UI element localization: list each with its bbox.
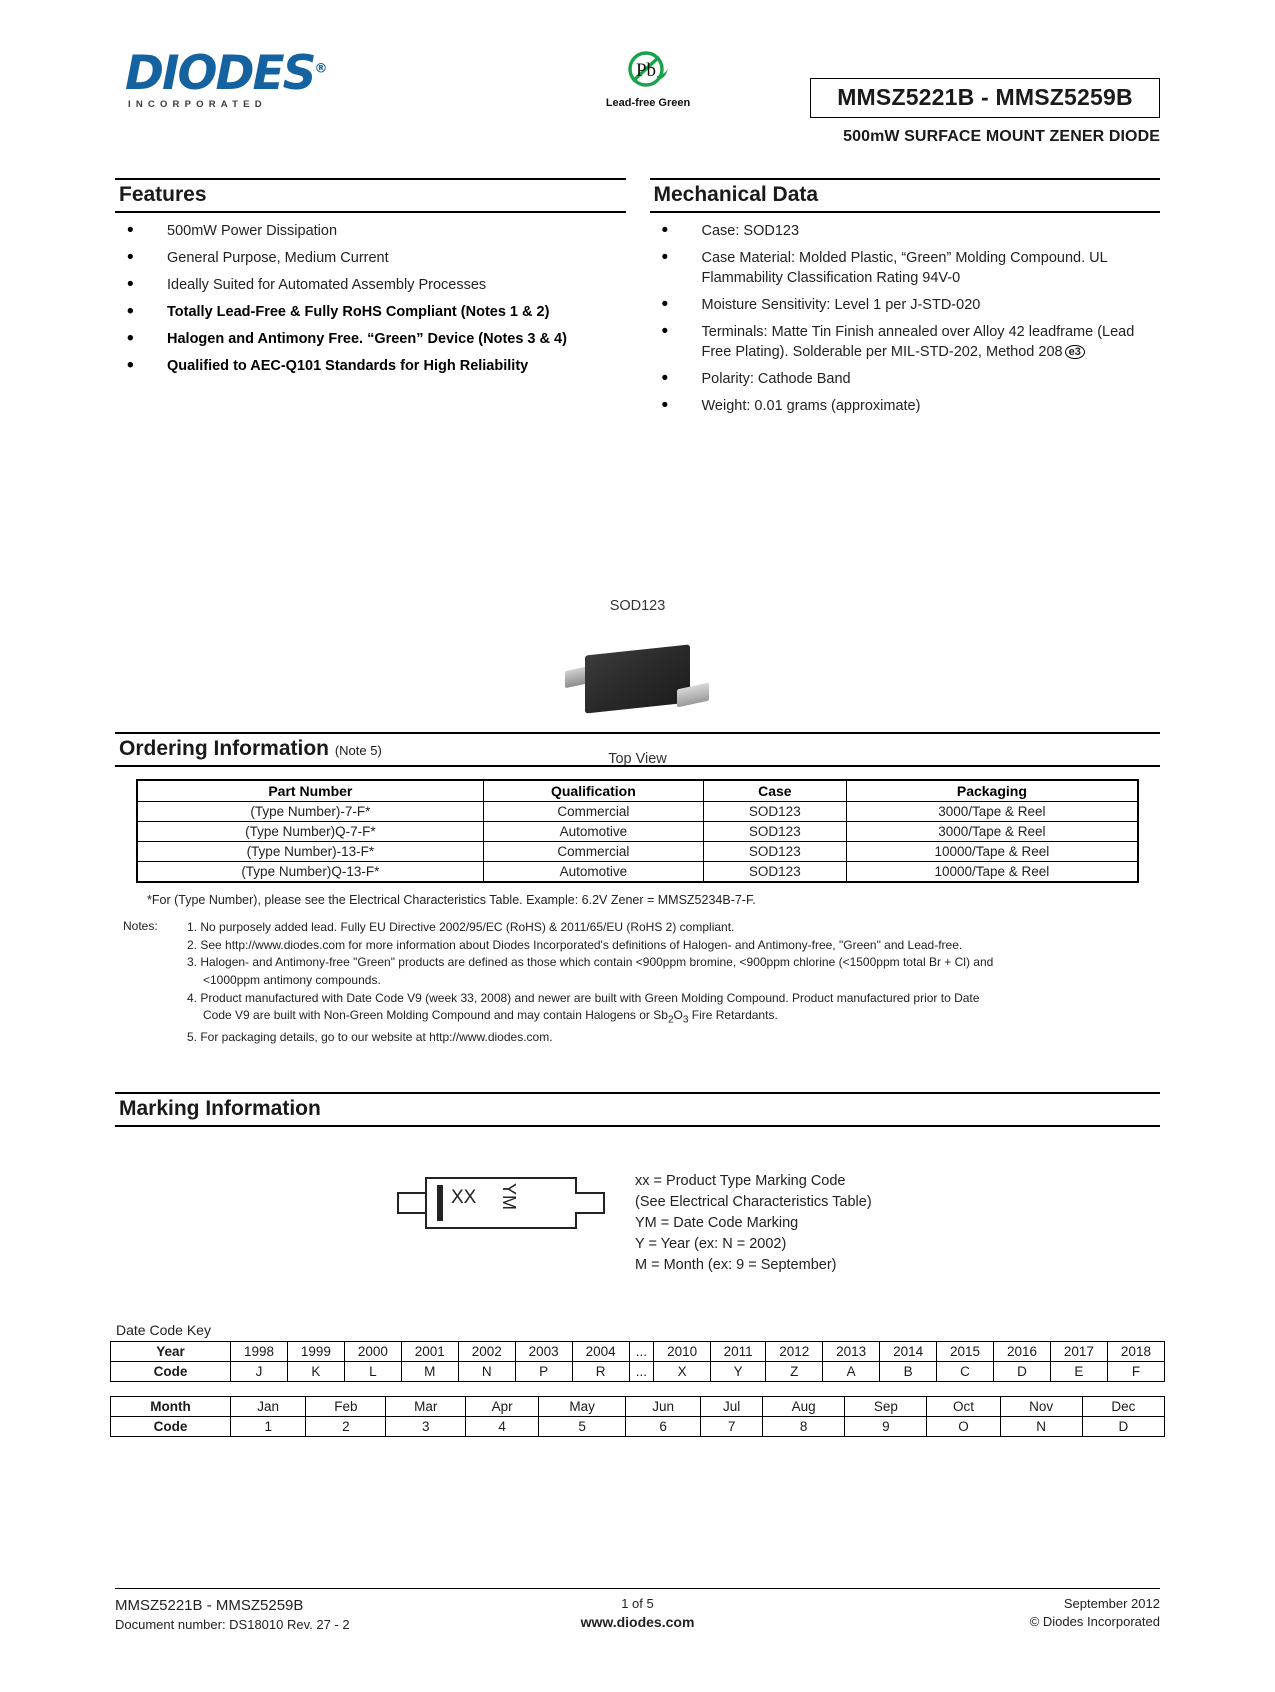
cell-month: Aug — [763, 1397, 845, 1417]
marking-information-heading: Marking Information — [115, 1092, 1160, 1127]
feature-item: • Halogen and Antimony Free. “Green” Device (Notes 3 & 4) — [115, 329, 626, 349]
marking-lead-right — [575, 1192, 605, 1214]
table-header-row — [137, 780, 1138, 802]
cell-year-code: L — [344, 1362, 401, 1382]
cell-year: 1999 — [287, 1342, 344, 1362]
note-item-continued — [187, 1007, 1160, 1027]
cell-month-code: 1 — [231, 1417, 306, 1437]
cell-qualification: Automotive — [483, 862, 703, 883]
cell-month-code: O — [927, 1417, 1000, 1437]
table-row — [137, 862, 1138, 883]
note-item-continued: <1000ppm antimony compounds. — [203, 973, 381, 988]
cell-year: 2000 — [344, 1342, 401, 1362]
cell-month: Nov — [1000, 1397, 1082, 1417]
cell-year-code: Z — [766, 1362, 823, 1382]
page-header — [115, 42, 1160, 152]
note4-tail: Fire Retardants. — [688, 1008, 778, 1023]
cell-year: 2016 — [994, 1342, 1051, 1362]
cell-year: 2017 — [1050, 1342, 1107, 1362]
mechanical-item: • Case: SOD123 — [650, 221, 1161, 241]
note4-subscript-3: 3 — [682, 1014, 689, 1026]
feature-item: • Qualified to AEC-Q101 Standards for High Reliability — [115, 356, 626, 376]
notes-list — [187, 919, 1160, 1047]
footer-date: September 2012 — [1063, 1595, 1160, 1611]
footer-divider — [115, 1588, 1160, 1589]
features-heading: Features — [115, 178, 626, 213]
package-body — [585, 644, 690, 713]
cathode-band-icon — [437, 1185, 443, 1221]
datasheet-page — [0, 42, 1275, 1692]
cell-month-code: 7 — [701, 1417, 763, 1437]
date-code-key-title: Date Code Key — [116, 1322, 211, 1338]
ordering-information-heading — [115, 732, 1160, 767]
cell-year: 1998 — [231, 1342, 288, 1362]
mechanical-item-text: Terminals: Matte Tin Finish annealed over Alloy 42 leadframe (Lead Free Plating). Solderable per MIL-STD-202, Method 208 — [701, 324, 1135, 360]
feature-item: • Ideally Suited for Automated Assembly Processes — [115, 275, 626, 295]
cell-year-code: R — [572, 1362, 629, 1382]
note-item: 2. See http://www.diodes.com for more information about Diodes Incorporated's definitions of Halogen- and Antimony-free, "Green" and Lead-free. — [187, 937, 963, 952]
cell-packaging: 10000/Tape & Reel — [846, 842, 1138, 862]
cell-year-code: Y — [711, 1362, 766, 1382]
table-row-month-codes — [111, 1417, 1165, 1437]
part-number-range: MMSZ5221B - MMSZ5259B — [837, 84, 1133, 110]
footer-part-range: MMSZ5221B - MMSZ5259B — [115, 1596, 304, 1614]
mechanical-data-list — [650, 221, 1161, 416]
marking-date-code: YM — [499, 1183, 519, 1210]
cell-year: 2014 — [880, 1342, 937, 1362]
package-name-label: SOD123 — [609, 598, 666, 614]
year-code-table — [110, 1341, 1165, 1382]
legend-line: xx = Product Type Marking Code — [635, 1173, 846, 1189]
ordering-heading-text: Ordering Information — [119, 737, 329, 760]
diodes-logo — [125, 46, 355, 110]
month-code-table — [110, 1396, 1165, 1437]
row-header-month: Month — [111, 1397, 231, 1417]
cell-month: Jul — [701, 1397, 763, 1417]
legend-line: M = Month (ex: 9 = September) — [635, 1257, 837, 1274]
cell-year: 2001 — [401, 1342, 458, 1362]
cell-year-code: B — [880, 1362, 937, 1382]
footer-website-link[interactable]: www.diodes.com — [580, 1614, 695, 1630]
cell-packaging: 3000/Tape & Reel — [846, 822, 1138, 842]
cell-month: Sep — [845, 1397, 927, 1417]
cell-case: SOD123 — [703, 862, 846, 883]
cell-month-code: 9 — [845, 1417, 927, 1437]
cell-month-code: 8 — [763, 1417, 845, 1437]
feature-item: • 500mW Power Dissipation — [115, 221, 626, 241]
mechanical-item: • Moisture Sensitivity: Level 1 per J-STD-020 — [650, 295, 1161, 315]
document-subtitle: 500mW SURFACE MOUNT ZENER DIODE — [843, 128, 1160, 145]
note-item: 4. Product manufactured with Date Code V9 (week 33, 2008) and newer are built with Green Molding Compound. Product manufactured prior to Date — [187, 990, 980, 1005]
cell-year: 2012 — [766, 1342, 823, 1362]
column-header: Packaging — [846, 780, 1138, 802]
cell-year: 2004 — [572, 1342, 629, 1362]
table-row — [137, 822, 1138, 842]
cell-month-code: 3 — [386, 1417, 466, 1437]
column-header: Case — [703, 780, 846, 802]
cell-month: Feb — [306, 1397, 386, 1417]
cell-year-code: ... — [629, 1362, 654, 1382]
cell-month-code: 4 — [466, 1417, 539, 1437]
marking-diagram — [115, 1167, 1160, 1287]
cell-year-code: D — [994, 1362, 1051, 1382]
cell-year-code: M — [401, 1362, 458, 1382]
cell-month-code: D — [1082, 1417, 1164, 1437]
footer-document-number: Document number: DS18010 Rev. 27 - 2 — [115, 1616, 350, 1632]
cell-year-code: K — [287, 1362, 344, 1382]
notes-block — [115, 919, 1160, 1047]
package-view-label: Top View — [608, 751, 667, 767]
mechanical-item: • Polarity: Cathode Band — [650, 369, 1161, 389]
cell-year-code: N — [458, 1362, 515, 1382]
legend-line: YM = Date Code Marking — [635, 1215, 799, 1232]
cell-month: May — [539, 1397, 626, 1417]
page-footer — [115, 1588, 1160, 1634]
date-code-key-section — [110, 1322, 1165, 1437]
cell-month-code: 2 — [306, 1417, 386, 1437]
cell-qualification: Commercial — [483, 802, 703, 822]
cell-month: Oct — [927, 1397, 1000, 1417]
cell-year-code: C — [937, 1362, 994, 1382]
cell-case: SOD123 — [703, 802, 846, 822]
feature-item: • General Purpose, Medium Current — [115, 248, 626, 268]
footer-right — [812, 1595, 1160, 1634]
feature-item: • Totally Lead-Free & Fully RoHS Compliant (Notes 1 & 2) — [115, 302, 626, 322]
footer-center — [463, 1595, 811, 1634]
row-header-year: Year — [111, 1342, 231, 1362]
marking-lead-left — [397, 1192, 427, 1214]
cell-month-code: N — [1000, 1417, 1082, 1437]
cell-year: 2011 — [711, 1342, 766, 1362]
ordering-heading-note: (Note 5) — [334, 743, 382, 758]
ordering-information-section — [115, 732, 1160, 1047]
table-row-year-codes — [111, 1362, 1165, 1382]
mechanical-item: • Weight: 0.01 grams (approximate) — [650, 396, 1161, 416]
marking-legend — [635, 1171, 872, 1276]
column-header: Part Number — [137, 780, 483, 802]
cell-year-code: P — [515, 1362, 572, 1382]
lead-free-green-logo — [593, 48, 703, 109]
cell-packaging: 3000/Tape & Reel — [846, 802, 1138, 822]
cell-part-number: (Type Number)Q-7-F* — [137, 822, 483, 842]
cell-month: Jan — [231, 1397, 306, 1417]
column-header: Qualification — [483, 780, 703, 802]
table-row-years — [111, 1342, 1165, 1362]
row-header-code: Code — [111, 1362, 231, 1382]
mechanical-data-heading: Mechanical Data — [650, 178, 1161, 213]
cell-month: Apr — [466, 1397, 539, 1417]
cell-month: Jun — [625, 1397, 700, 1417]
svg-text:Pb: Pb — [635, 60, 657, 81]
note4-text: Code V9 are built with Non-Green Molding Compound and may contain Halogens or Sb — [203, 1008, 668, 1023]
cell-month-code: 5 — [539, 1417, 626, 1437]
cell-year: ... — [629, 1342, 654, 1362]
logo-subtext: INCORPORATED — [128, 99, 267, 110]
cell-year: 2010 — [654, 1342, 711, 1362]
cell-year: 2013 — [823, 1342, 880, 1362]
cell-year: 2018 — [1107, 1342, 1164, 1362]
note-item: 1. No purposely added lead. Fully EU Directive 2002/95/EC (RoHS) & 2011/65/EU (RoHS 2) compliant. — [187, 920, 735, 934]
ordering-table — [136, 779, 1139, 883]
legend-line: (See Electrical Characteristics Table) — [635, 1194, 872, 1211]
marking-information-section — [115, 1092, 1160, 1287]
cell-month-code: 6 — [625, 1417, 700, 1437]
cell-year-code: A — [823, 1362, 880, 1382]
row-header-code: Code — [111, 1417, 231, 1437]
note-item: 5. For packaging details, go to our website at http://www.diodes.com. — [187, 1029, 553, 1044]
cell-month: Dec — [1082, 1397, 1164, 1417]
mechanical-item — [650, 322, 1161, 362]
cell-year: 2015 — [937, 1342, 994, 1362]
ordering-footnote: *For (Type Number), please see the Electrical Characteristics Table. Example: 6.2V Zener = MMSZ5234B-7-F. — [147, 893, 756, 907]
table-row — [137, 842, 1138, 862]
sod123-package-image — [563, 640, 713, 725]
note-item: 3. Halogen- and Antimony-free "Green" products are defined as those which contain <900ppm bromine, <900ppm chlorine (<1500ppm total Br + Cl) and — [187, 955, 994, 970]
cell-part-number: (Type Number)-13-F* — [137, 842, 483, 862]
cell-month: Mar — [386, 1397, 466, 1417]
part-number-title-box — [810, 78, 1160, 118]
table-row — [137, 802, 1138, 822]
marking-type-code: XX — [451, 1187, 477, 1208]
logo-wordmark: DIODES® — [125, 46, 326, 101]
cell-year-code: F — [1107, 1362, 1164, 1382]
cell-qualification: Commercial — [483, 842, 703, 862]
mechanical-data-column — [650, 178, 1161, 423]
cell-year-code: J — [231, 1362, 288, 1382]
pb-icon — [624, 48, 672, 96]
cell-year: 2003 — [515, 1342, 572, 1362]
table-row-months — [111, 1397, 1165, 1417]
notes-label: Notes: — [123, 919, 158, 933]
cell-case: SOD123 — [703, 822, 846, 842]
e3-badge-icon: e3 — [1065, 345, 1085, 360]
footer-copyright: © Diodes Incorporated — [1029, 1614, 1160, 1629]
cell-packaging: 10000/Tape & Reel — [846, 862, 1138, 883]
features-column — [115, 178, 626, 423]
footer-left — [115, 1595, 463, 1634]
cell-part-number: (Type Number)-7-F* — [137, 802, 483, 822]
cell-year-code: X — [654, 1362, 711, 1382]
note4-oxygen: O — [673, 1008, 683, 1023]
cell-part-number: (Type Number)Q-13-F* — [137, 862, 483, 883]
lead-free-label: Lead-free Green — [605, 97, 691, 109]
cell-qualification: Automotive — [483, 822, 703, 842]
cell-case: SOD123 — [703, 842, 846, 862]
mechanical-item: • Case Material: Molded Plastic, “Green” Molding Compound. UL Flammability Classification Rating 94V-0 — [650, 248, 1161, 288]
legend-line: Y = Year (ex: N = 2002) — [635, 1236, 787, 1253]
note4-subscript-2: 2 — [667, 1014, 674, 1026]
footer-page-number: 1 of 5 — [621, 1595, 654, 1611]
cell-year-code: E — [1050, 1362, 1107, 1382]
cell-year: 2002 — [458, 1342, 515, 1362]
features-list — [115, 221, 626, 376]
